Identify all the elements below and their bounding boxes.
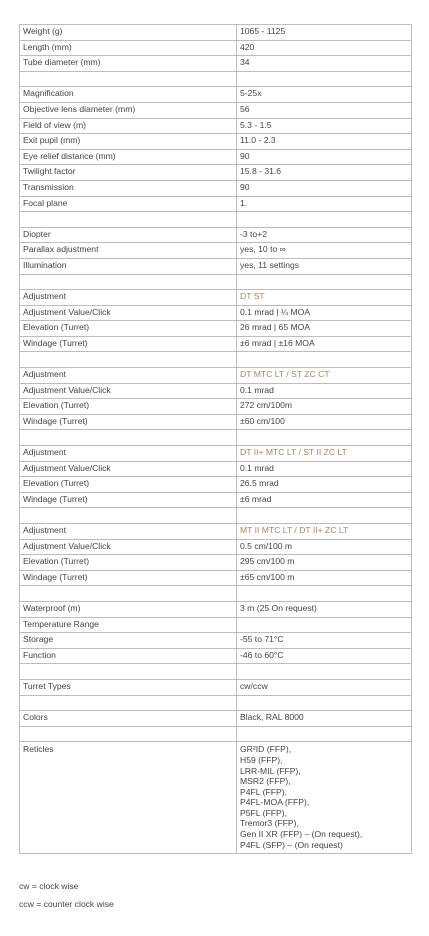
spec-label: Tube diameter (mm) xyxy=(20,56,237,72)
spec-value: -3 to+2 xyxy=(237,227,412,243)
list-item: Tremor3 (FFP), xyxy=(240,818,299,829)
spec-label: Field of view (m) xyxy=(20,118,237,134)
spacer-row xyxy=(20,508,412,524)
spec-value: 56 xyxy=(237,102,412,118)
table-row xyxy=(20,290,412,306)
list-item: LRR-MIL (FFP), xyxy=(240,765,301,776)
spec-label: Reticles xyxy=(20,742,237,854)
spec-value: 0.1 mrad | ¼ MOA xyxy=(237,305,412,321)
spec-label: Temperature Range xyxy=(20,617,237,633)
spec-value: 1065 - 1125 xyxy=(237,25,412,41)
list-item: P5FL (FFP), xyxy=(240,807,287,818)
spec-value xyxy=(237,617,412,633)
table-row xyxy=(20,633,412,649)
spec-label: Adjustment Value/Click xyxy=(20,305,237,321)
spec-value: 90 xyxy=(237,149,412,165)
spec-label: Diopter xyxy=(20,227,237,243)
spec-label: Adjustment Value/Click xyxy=(20,539,237,555)
table-row xyxy=(20,539,412,555)
table-row xyxy=(20,679,412,695)
spec-value: 5.3 - 1.5 xyxy=(237,118,412,134)
table-row xyxy=(20,492,412,508)
table-row xyxy=(20,570,412,586)
spec-label: Focal plane xyxy=(20,196,237,212)
spec-value: 420 xyxy=(237,40,412,56)
spec-label: Waterproof (m) xyxy=(20,601,237,617)
spec-label: Turret Types xyxy=(20,679,237,695)
table-row xyxy=(20,601,412,617)
list-item: P4FL (SFP) – (On request) xyxy=(240,839,343,850)
spec-value: 26.5 mrad xyxy=(237,477,412,493)
spec-value: ±60 cm/100 xyxy=(237,414,412,430)
footnotes xyxy=(19,877,114,913)
spec-label: Windage (Turret) xyxy=(20,414,237,430)
adjustment-model: MT II MTC LT / DT II+ ZC LT xyxy=(237,524,412,540)
list-item: Gen II XR (FFP) – (On request), xyxy=(240,829,363,840)
spec-value: 295 cm/100 m xyxy=(237,555,412,571)
spec-value: 0.5 cm/100 m xyxy=(237,539,412,555)
table-row xyxy=(20,524,412,540)
spec-label: Storage xyxy=(20,633,237,649)
spec-value: -55 to 71°C xyxy=(237,633,412,649)
table-row xyxy=(20,321,412,337)
table-row xyxy=(20,165,412,181)
table-row xyxy=(20,742,412,854)
spec-value: 11.0 - 2.3 xyxy=(237,134,412,150)
adjustment-model: DT ST xyxy=(237,290,412,306)
spacer-row xyxy=(20,586,412,602)
table-row xyxy=(20,399,412,415)
spec-label: Elevation (Turret) xyxy=(20,555,237,571)
table-row xyxy=(20,243,412,259)
spacer-row xyxy=(20,695,412,711)
list-item: GR²ID (FFP), xyxy=(240,744,292,755)
table-row xyxy=(20,617,412,633)
spec-label: Windage (Turret) xyxy=(20,570,237,586)
spec-label: Twilight factor xyxy=(20,165,237,181)
table-row xyxy=(20,134,412,150)
footnote-cw: cw = clock wise xyxy=(19,881,79,891)
spec-label: Elevation (Turret) xyxy=(20,399,237,415)
footnote-ccw: ccw = counter clock wise xyxy=(19,899,114,909)
spec-value: 0.1 mrad xyxy=(237,383,412,399)
spec-label: Colors xyxy=(20,711,237,727)
table-row xyxy=(20,648,412,664)
table-row xyxy=(20,383,412,399)
spec-value: 3 m (25 On request) xyxy=(237,601,412,617)
spec-label: Function xyxy=(20,648,237,664)
spec-label: Adjustment Value/Click xyxy=(20,461,237,477)
table-row xyxy=(20,25,412,41)
spec-value: ±6 mrad | ±16 MOA xyxy=(237,336,412,352)
table-row xyxy=(20,555,412,571)
table-row xyxy=(20,180,412,196)
spacer-row xyxy=(20,352,412,368)
spec-value: yes, 11 settings xyxy=(237,258,412,274)
table-row xyxy=(20,196,412,212)
reticle-list xyxy=(237,742,412,854)
specs-table xyxy=(19,24,412,854)
spec-label: Adjustment xyxy=(20,368,237,384)
spec-label: Parallax adjustment xyxy=(20,243,237,259)
spec-label: Magnification xyxy=(20,87,237,103)
spec-value: 5-25x xyxy=(237,87,412,103)
table-row xyxy=(20,446,412,462)
spec-label: Exit pupil (mm) xyxy=(20,134,237,150)
spec-value: -46 to 60°C xyxy=(237,648,412,664)
table-row xyxy=(20,258,412,274)
adjustment-model: DT MTC LT / ST ZC CT xyxy=(237,368,412,384)
spec-value: Black, RAL 8000 xyxy=(237,711,412,727)
spacer-row xyxy=(20,212,412,228)
list-item: MSR2 (FFP), xyxy=(240,776,291,787)
spec-value: 26 mrad | 65 MOA xyxy=(237,321,412,337)
table-row xyxy=(20,87,412,103)
spec-label: Illumination xyxy=(20,258,237,274)
adjustment-model: DT II+ MTC LT / ST II ZC LT xyxy=(237,446,412,462)
spec-value: 90 xyxy=(237,180,412,196)
table-row xyxy=(20,461,412,477)
table-row xyxy=(20,711,412,727)
table-row xyxy=(20,118,412,134)
spacer-row xyxy=(20,726,412,742)
spacer-row xyxy=(20,71,412,87)
spec-label: Adjustment xyxy=(20,524,237,540)
list-item: P4FL (FFP), xyxy=(240,786,287,797)
spacer-row xyxy=(20,430,412,446)
spacer-row xyxy=(20,274,412,290)
spec-label: Eye relief distance (mm) xyxy=(20,149,237,165)
table-row xyxy=(20,477,412,493)
spec-label: Elevation (Turret) xyxy=(20,321,237,337)
spec-value: 34 xyxy=(237,56,412,72)
table-row xyxy=(20,40,412,56)
spec-label: Elevation (Turret) xyxy=(20,477,237,493)
spec-value: 0.1 mrad xyxy=(237,461,412,477)
list-item: P4FL-MOA (FFP), xyxy=(240,797,310,808)
spec-label: Weight (g) xyxy=(20,25,237,41)
table-row xyxy=(20,368,412,384)
spec-value: 15.8 - 31.6 xyxy=(237,165,412,181)
list-item: H59 (FFP), xyxy=(240,754,283,765)
spec-value: yes, 10 to ∞ xyxy=(237,243,412,259)
spec-label: Windage (Turret) xyxy=(20,336,237,352)
table-row xyxy=(20,102,412,118)
spec-label: Adjustment xyxy=(20,446,237,462)
spec-label: Transmission xyxy=(20,180,237,196)
spec-label: Objective lens diameter (mm) xyxy=(20,102,237,118)
table-row xyxy=(20,414,412,430)
spec-value: 272 cm/100m xyxy=(237,399,412,415)
table-row xyxy=(20,227,412,243)
spec-label: Adjustment Value/Click xyxy=(20,383,237,399)
table-row xyxy=(20,305,412,321)
spec-label: Length (mm) xyxy=(20,40,237,56)
spec-label: Adjustment xyxy=(20,290,237,306)
table-row xyxy=(20,56,412,72)
spec-value: 1. xyxy=(237,196,412,212)
spec-value: cw/ccw xyxy=(237,679,412,695)
spec-value: ±6 mrad xyxy=(237,492,412,508)
spacer-row xyxy=(20,664,412,680)
table-row xyxy=(20,336,412,352)
spec-value: ±65 cm/100 m xyxy=(237,570,412,586)
table-row xyxy=(20,149,412,165)
spec-label: Windage (Turret) xyxy=(20,492,237,508)
